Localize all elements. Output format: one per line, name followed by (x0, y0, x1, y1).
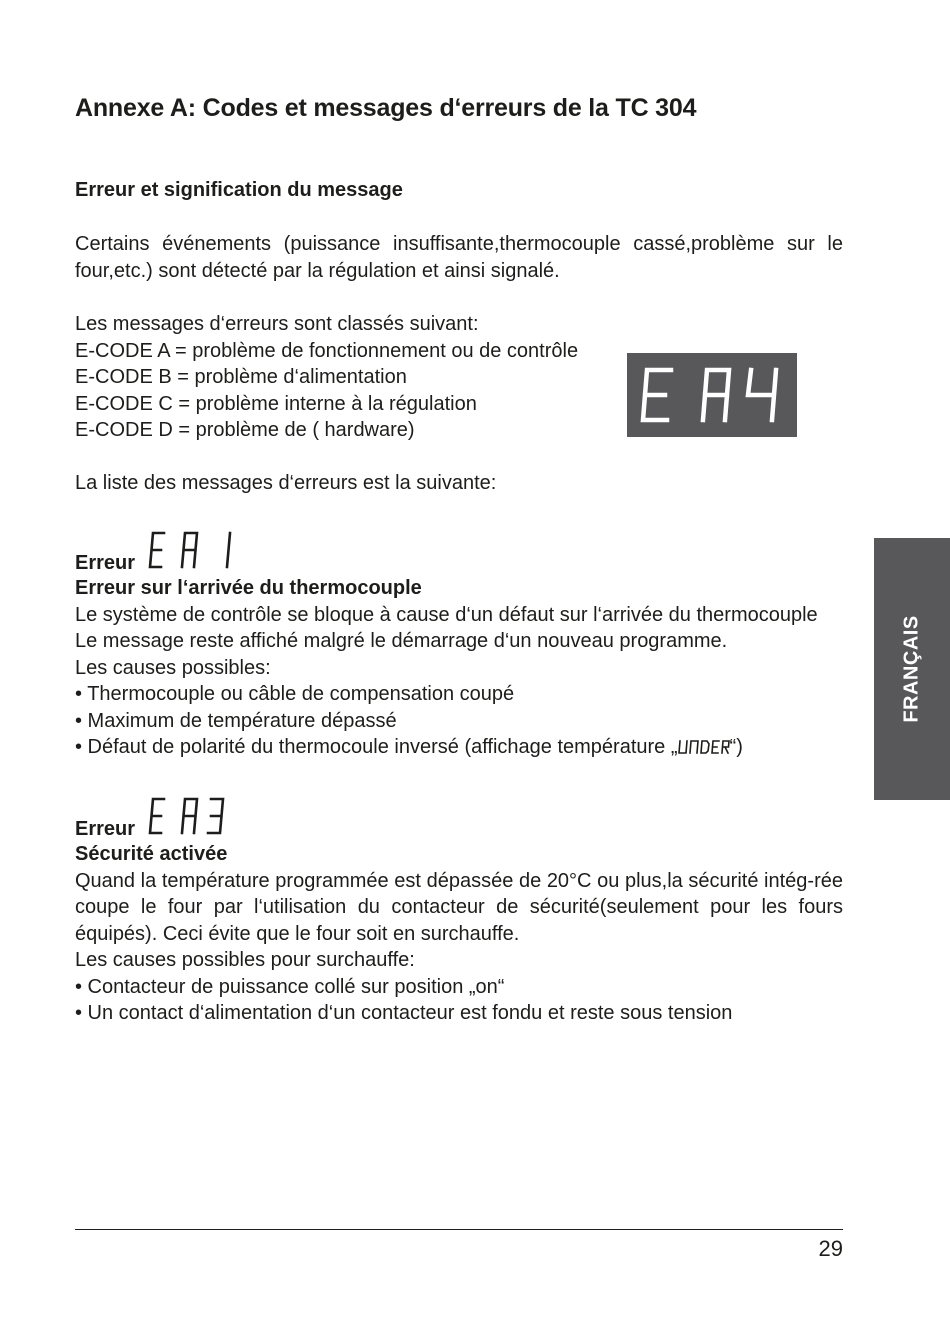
page-title: Annexe A: Codes et messages d‘erreurs de la TC 304 (75, 94, 697, 122)
cause-bullet: • Un contact d‘alimentation d‘un contacteur est fondu et reste sous tension (75, 1002, 733, 1024)
page-number: 29 (818, 1236, 843, 1261)
error-line: Le message reste affiché malgré le démarrage d‘un nouveau programme. (75, 630, 728, 652)
error-line: Le système de contrôle se bloque à cause d‘un défaut sur l‘arrivée du thermocouple (75, 603, 818, 626)
seven-segment-ea3-icon (148, 795, 238, 837)
error-heading (75, 527, 843, 575)
seven-segment-ea4-icon (627, 353, 797, 437)
cause-bullet (75, 734, 843, 763)
section-heading: Erreur et signification du message (75, 179, 403, 201)
class-item-b: E-CODE B = problème d‘alimentation (75, 366, 407, 388)
error-title: Erreur sur l‘arrivée du thermocouple (75, 577, 422, 599)
cause-bullet: • Contacteur de puissance collé sur position „on“ (75, 975, 505, 998)
error-line: Les causes possibles pour surchauffe: (75, 949, 415, 971)
footer-divider (75, 1229, 843, 1230)
list-intro: La liste des messages d‘erreurs est la suivante: (75, 472, 497, 494)
error-line: Les causes possibles: (75, 656, 271, 679)
class-item-c: E-CODE C = problème interne à la régulation (75, 392, 477, 415)
error-title: Sécurité activée (75, 843, 228, 865)
language-tab (874, 538, 950, 800)
class-item-d: E-CODE D = problème de ( hardware) (75, 419, 415, 441)
intro-paragraph: Certains événements (puissance insuffisante,thermocouple cassé,problème sur le four,etc.) sont détecté par la régulation et ainsi signalé. (75, 233, 843, 282)
display-image-ea4 (627, 353, 797, 437)
seven-segment-ea1-icon (148, 529, 238, 571)
error-label: Erreur (75, 818, 136, 840)
error-block-ea3 (75, 793, 843, 1027)
error-classes (75, 311, 635, 444)
bullet-text-prefix: • Défaut de polarité du thermocoule inversé (affichage température „ (75, 736, 678, 758)
cause-bullet: • Maximum de température dépassé (75, 709, 397, 732)
class-item-a: E-CODE A = problème de fonctionnement ou de contrôle (75, 339, 579, 362)
under-display-icon (678, 736, 730, 763)
error-block-ea1 (75, 527, 843, 763)
bullet-text-suffix: “) (729, 736, 743, 758)
error-label: Erreur (75, 552, 136, 574)
language-tab-label: FRANÇAIS (900, 615, 923, 723)
cause-bullet: • Thermocouple ou câble de compensation coupé (75, 683, 515, 705)
error-heading (75, 793, 843, 841)
error-paragraph: Quand la température programmée est dépassée de 20°C ou plus,la sécurité intég-rée coupe le four par l‘utilisation du contacteur de sécurité(seulement pour les fours équipés). Ceci évite que le four soit en surchauffe. (75, 869, 843, 945)
classes-intro: Les messages d‘erreurs sont classés suivant: (75, 313, 479, 335)
